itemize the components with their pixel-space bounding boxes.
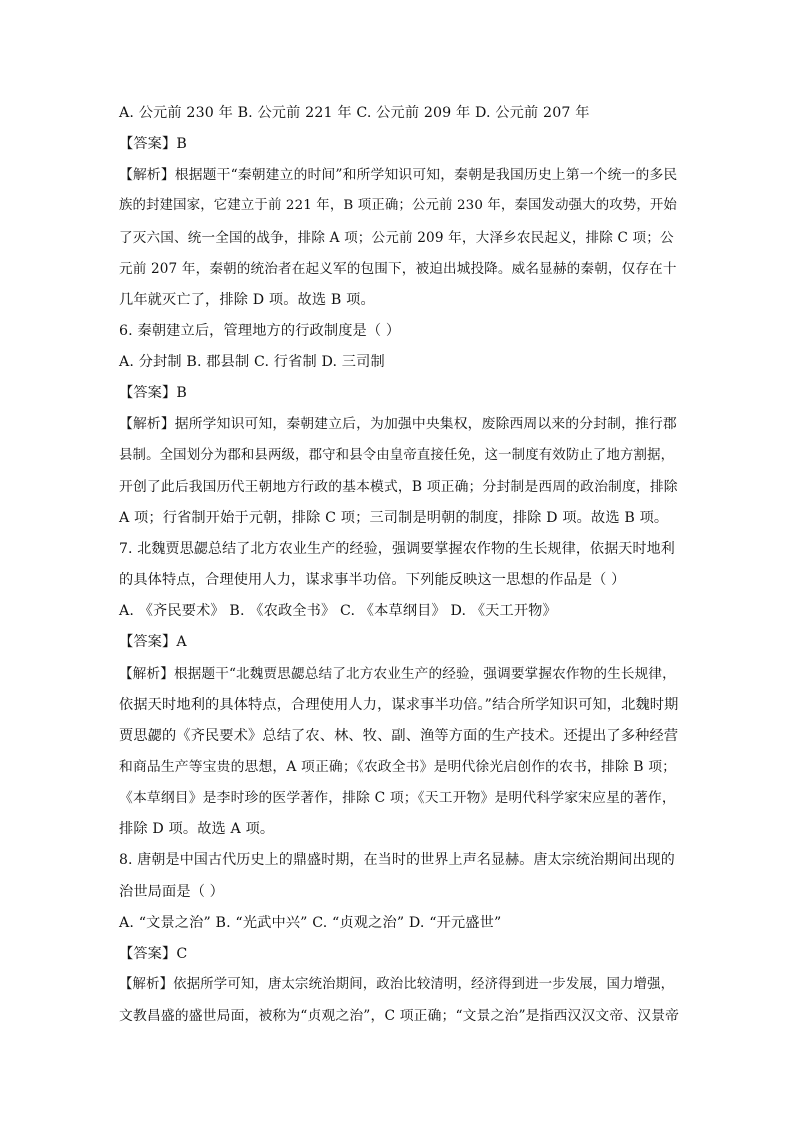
q6-analysis-line: A 项；行省制开始于元朝，排除 C 项；三司制是明朝的制度，排除 D 项。故选 B 项。 (119, 510, 669, 526)
q6-answer: 【答案】B (119, 385, 187, 401)
q7-analysis-line: 排除 D 项。故选 A 项。 (119, 821, 275, 837)
q7-question: 7. 北魏贾思勰总结了北方农业生产的经验，强调要掌握农作物的生长规律，依据天时地利 (119, 541, 675, 557)
q5-analysis-line: 族的封建国家，它建立于前 221 年，B 项正确；公元前 230 年，秦国发动强大的攻势，开始 (119, 198, 677, 213)
q7-options: A. 《齐民要术》 B. 《农政全书》 C. 《本草纲目》 D. 《天工开物》 (119, 603, 557, 619)
q8-question: 治世局面是（ ） (119, 884, 225, 900)
q5-options: A. 公元前 230 年 B. 公元前 221 年 C. 公元前 209 年 D. 公元前 207 年 (119, 105, 590, 121)
q7-answer: 【答案】A (119, 634, 187, 650)
q7-analysis-line: 【解析】根据题干“北魏贾思勰总结了北方农业生产的经验，强调要掌握农作物的生长规律， (119, 666, 676, 682)
q5-analysis-line: 元前 207 年，秦朝的统治者在起义军的包围下，被迫出城投降。威名显赫的秦朝，仅存在十 (119, 261, 677, 277)
q6-analysis-line: 县制。全国划分为郡和县两级，郡守和县令由皇帝直接任免，这一制度有效防止了地方割据， (119, 448, 675, 463)
q7-analysis-line: 和商品生产等宝贵的思想，A 项正确；《农政全书》是明代徐光启创作的农书，排除 B 项； (119, 759, 677, 775)
q8-question: 8. 唐朝是中国古代历史上的鼎盛时期，在当时的世界上声名显赫。唐太宗统治期间出现的 (119, 852, 675, 868)
q8-answer: 【答案】C (119, 946, 188, 962)
q6-analysis-line: 【解析】据所学知识可知，秦朝建立后，为加强中央集权，废除西周以来的分封制，推行郡 (119, 416, 677, 432)
q5-analysis-line: 几年就灭亡了，排除 D 项。故选 B 项。 (119, 292, 375, 308)
q5-analysis-line: 【解析】根据题干“秦朝建立的时间”和所学知识可知，秦朝是我国历史上第一个统一的多民 (119, 167, 678, 183)
q5-analysis-line: 了灭六国、统一全国的战争，排除 A 项；公元前 209 年，大泽乡农民起义，排除 C 项；公 (119, 230, 674, 246)
q8-analysis-line: 文教昌盛的盛世局面，被称为“贞观之治”，C 项正确；“文景之治”是指西汉汉文帝、汉景帝 (119, 1008, 680, 1024)
q7-analysis-line: 《本草纲目》是李时珍的医学著作，排除 C 项；《天工开物》是明代科学家宋应星的著作， (119, 790, 676, 806)
q7-question: 的具体特点，合理使用人力，谋求事半功倍。下列能反映这一思想的作品是（ ） (119, 572, 626, 588)
q6-question: 6. 秦朝建立后，管理地方的行政制度是（ ） (119, 323, 401, 339)
q7-analysis-line: 贾思勰的《齐民要术》总结了农、林、牧、副、渔等方面的生产技术。还提出了多种经营 (119, 728, 679, 744)
q6-options: A. 分封制 B. 郡县制 C. 行省制 D. 三司制 (119, 354, 385, 370)
q8-options: A. “文景之治” B. “光武中兴” C. “贞观之治” D. “开元盛世” (119, 915, 502, 931)
q6-analysis-line: 开创了此后我国历代王朝地方行政的基本模式，B 项正确；分封制是西周的政治制度，排除 (119, 479, 678, 495)
q7-analysis-line: 依据天时地利的具体特点，合理使用人力，谋求事半功倍。”结合所学知识可知，北魏时期 (119, 697, 679, 713)
q5-answer: 【答案】B (119, 136, 187, 152)
q8-analysis-line: 【解析】依据所学可知，唐太宗统治期间，政治比较清明，经济得到进一步发展，国力增强， (119, 977, 675, 992)
